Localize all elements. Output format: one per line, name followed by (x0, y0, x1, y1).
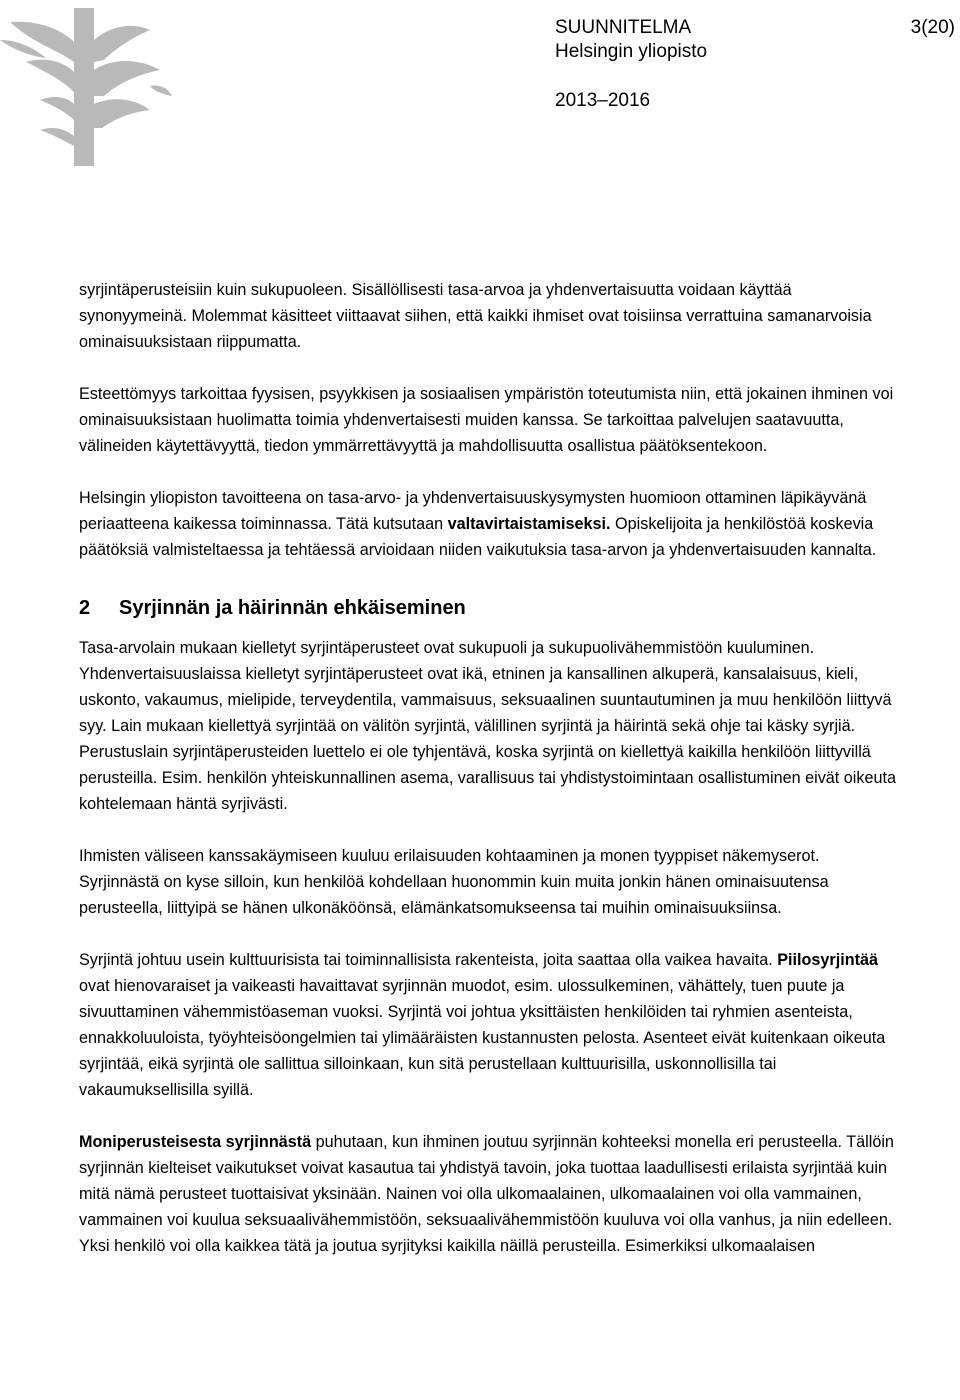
paragraph (79, 635, 899, 817)
organization-name: Helsingin yliopisto (555, 41, 708, 62)
paragraph (79, 843, 899, 921)
paragraph-text: Helsingin yliopiston tavoitteena on tasa-arvo- ja yhdenvertaisuuskysymysten huomioon ottaminen läpikäyvänä periaatteena kaikessa toiminnassa. Tätä kutsutaan (79, 489, 867, 533)
university-flame-logo (0, 0, 175, 170)
paragraph-text: Tasa-arvolain mukaan kielletyt syrjintäperusteet ovat sukupuoli ja sukupuolivähemmistöön kuuluminen. Yhdenvertaisuuslaissa kielletyt syrjintäperusteet ovat ikä, etninen ja kansallinen alkuperä, kansalaisuus, kieli, uskonto, vakaumus, mielipide, terveydentila, vammaisuus, seksuaalinen suuntautuminen ja muu henkilöön liittyvä syy. Lain mukaan kiellettyä syrjintää on välitön syrjintä, välillinen syrjintä ja häirintä sekä ohje tai käsky syrjiä. Perustuslain syrjintäperusteiden luettelo ei ole tyhjentävä, koska syrjintä on kiellettyä kaikilla henkilöön liittyvillä perusteilla. Esim. henkilön yhteiskunnallinen asema, varallisuus tai yhdistystoimintaan osallistuminen eivät oikeuta kohtelemaan häntä syrjivästi. (79, 639, 896, 813)
bold-term: Piilosyrjintää (777, 951, 878, 969)
paragraph (79, 947, 899, 1103)
paragraph-text: ovat hienovaraiset ja vaikeasti havaittavat syrjinnän muodot, esim. ulossulkeminen, vähättely, tuen puute ja sivuuttaminen vähemmistöaseman vuoksi. Syrjintä voi johtua yksittäisten henkilöiden tai ryhmien asenteista, ennakkoluuloista, työyhteisöongelmien tai ylimääräisten kustannusten pelosta. Asenteet eivät kuitenkaan oikeuta syrjintää, eikä syrjintä ole sallittua silloinkaan, kun sitä perustellaan kulttuurisilla, uskonnollisilla tai vakaumuksellisilla syillä. (79, 977, 886, 1099)
document-body (79, 277, 899, 1285)
document-title: SUUNNITELMA (555, 17, 692, 38)
paragraph-text: syrjintäperusteisiin kuin sukupuoleen. Sisällöllisesti tasa-arvoa ja yhdenvertaisuutta voidaan käyttää synonyymeinä. Molemmat käsitteet viittaavat siihen, että kaikki ihmiset ovat toisiinsa verrattuina samanarvoisia ominaisuuksistaan riippumatta. (79, 281, 872, 351)
paragraph-text: Esteettömyys tarkoittaa fyysisen, psyykkisen ja sosiaalisen ympäristön toteutumista niin, että jokainen ihminen voi ominaisuuksistaan huolimatta toimia yhdenvertaisesti muiden kanssa. Se tarkoittaa palvelujen saatavuutta, välineiden käytettävyyttä, tiedon ymmärrettävyyttä ja mahdollisuutta osallistua päätöksentekoon. (79, 385, 894, 455)
document-header (555, 16, 955, 116)
bold-term: Moniperusteisesta syrjinnästä (79, 1133, 312, 1151)
section-heading (79, 589, 899, 621)
flame-logo-icon (0, 0, 175, 170)
paragraph-text: Syrjintä johtuu usein kulttuurisista tai toiminnallisista rakenteista, joita saattaa olla vaikea havaita. (79, 951, 778, 969)
plan-period: 2013–2016 (555, 90, 651, 111)
paragraph (79, 277, 899, 355)
paragraph (79, 485, 899, 563)
section-number: 2 (79, 597, 91, 619)
paragraph (79, 381, 899, 459)
paragraph-text: Opiskelijoita ja henkilöstöä koskevia päätöksiä valmisteltaessa ja tehtäessä arvioidaan niiden vaikutuksia tasa-arvon ja yhdenvertaisuuden kannalta. (79, 515, 877, 559)
paragraph-text: Ihmisten väliseen kanssakäymiseen kuuluu erilaisuuden kohtaaminen ja monen tyyppiset näkemyserot. Syrjinnästä on kyse silloin, kun henkilöä kohdellaan huonommin kuin muita jonkin hänen ominaisuutensa perusteella, liittyipä se hänen ulkonäköönsä, elämänkatsomukseensa tai muihin ominaisuuksiinsa. (79, 847, 829, 917)
paragraph (79, 1129, 899, 1259)
section-title: Syrjinnän ja häirinnän ehkäiseminen (119, 597, 466, 619)
page-number: 3(20) (910, 17, 955, 38)
bold-term: valtavirtaistamiseksi. (447, 515, 611, 533)
paragraph-text: puhutaan, kun ihminen joutuu syrjinnän kohteeksi monella eri perusteella. Tällöin syrjinnän kielteiset vaikutukset voivat kasautua tai yhdistyä tavoin, joka tuottaa laadullisesti erilaista syrjintää kuin mitä nämä perusteet tuottaisivat yksinään. Nainen voi olla ulkomaalainen, ulkomaalainen voi olla vammainen, vammainen voi kuulua seksuaalivähemmistöön, seksuaalivähemmistöön kuuluva voi olla vanhus, ja niin edelleen. Yksi henkilö voi olla kaikkea tätä ja joutua syrjityksi kaikilla näillä perusteilla. Esimerkiksi ulkomaalaisen (79, 1133, 894, 1255)
